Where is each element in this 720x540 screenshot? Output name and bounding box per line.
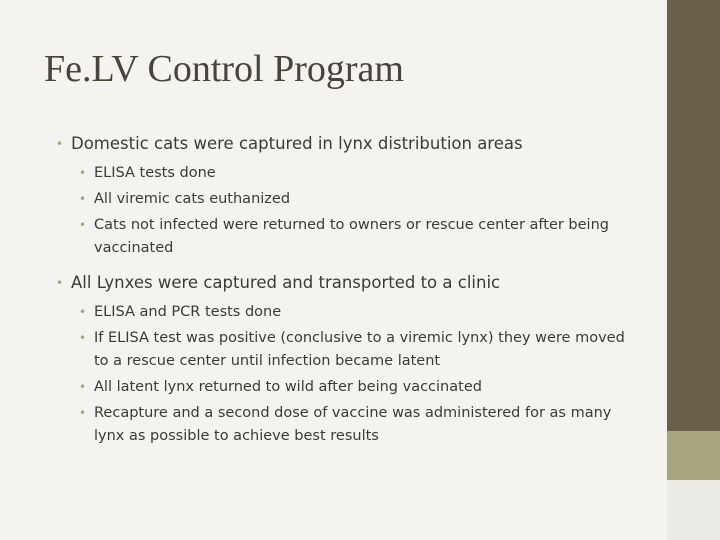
bullet-text: Domestic cats were captured in lynx distribution areas [71,134,523,153]
bullet-dot-icon: • [56,137,64,151]
bullet-list [56,270,641,296]
sub-bullet-item [70,214,641,260]
sub-bullet-list [56,301,641,448]
slide-body [56,131,641,458]
sub-bullet-item [70,402,641,448]
sub-bullet-item [70,327,641,373]
side-accent-bottom [667,480,720,540]
bullet-item [56,270,641,296]
bullet-dot-icon: • [79,192,87,206]
sub-bullet-text: All viremic cats euthanized [94,191,291,207]
bullet-list [56,131,641,157]
sub-bullet-item [70,162,641,185]
sub-bullet-text: Recapture and a second dose of vaccine was administered for as many lynx as possible to achieve best results [94,405,612,444]
sub-bullet-list [56,162,641,260]
bullet-dot-icon: • [79,166,87,180]
bullet-dot-icon: • [79,406,87,420]
sub-bullet-item [70,301,641,324]
bullet-text: All Lynxes were captured and transported to a clinic [71,273,501,292]
bullet-dot-icon: • [79,331,87,345]
sub-bullet-text: ELISA and PCR tests done [94,304,282,320]
sub-bullet-text: ELISA tests done [94,165,216,181]
bullet-dot-icon: • [79,380,87,394]
sub-bullet-item [70,376,641,399]
slide-title: Fe.LV Control Program [44,48,404,90]
sub-bullet-item [70,188,641,211]
bullet-item [56,131,641,157]
sub-bullet-text: Cats not infected were returned to owners or rescue center after being vaccinated [94,217,609,256]
side-accent-block [667,431,720,480]
sub-bullet-text: If ELISA test was positive (conclusive to a viremic lynx) they were moved to a rescue center until infection became latent [94,330,625,369]
bullet-dot-icon: • [79,218,87,232]
sub-bullet-text: All latent lynx returned to wild after being vaccinated [94,379,482,395]
bullet-dot-icon: • [56,276,64,290]
bullet-dot-icon: • [79,305,87,319]
side-accent-bar [667,0,720,431]
